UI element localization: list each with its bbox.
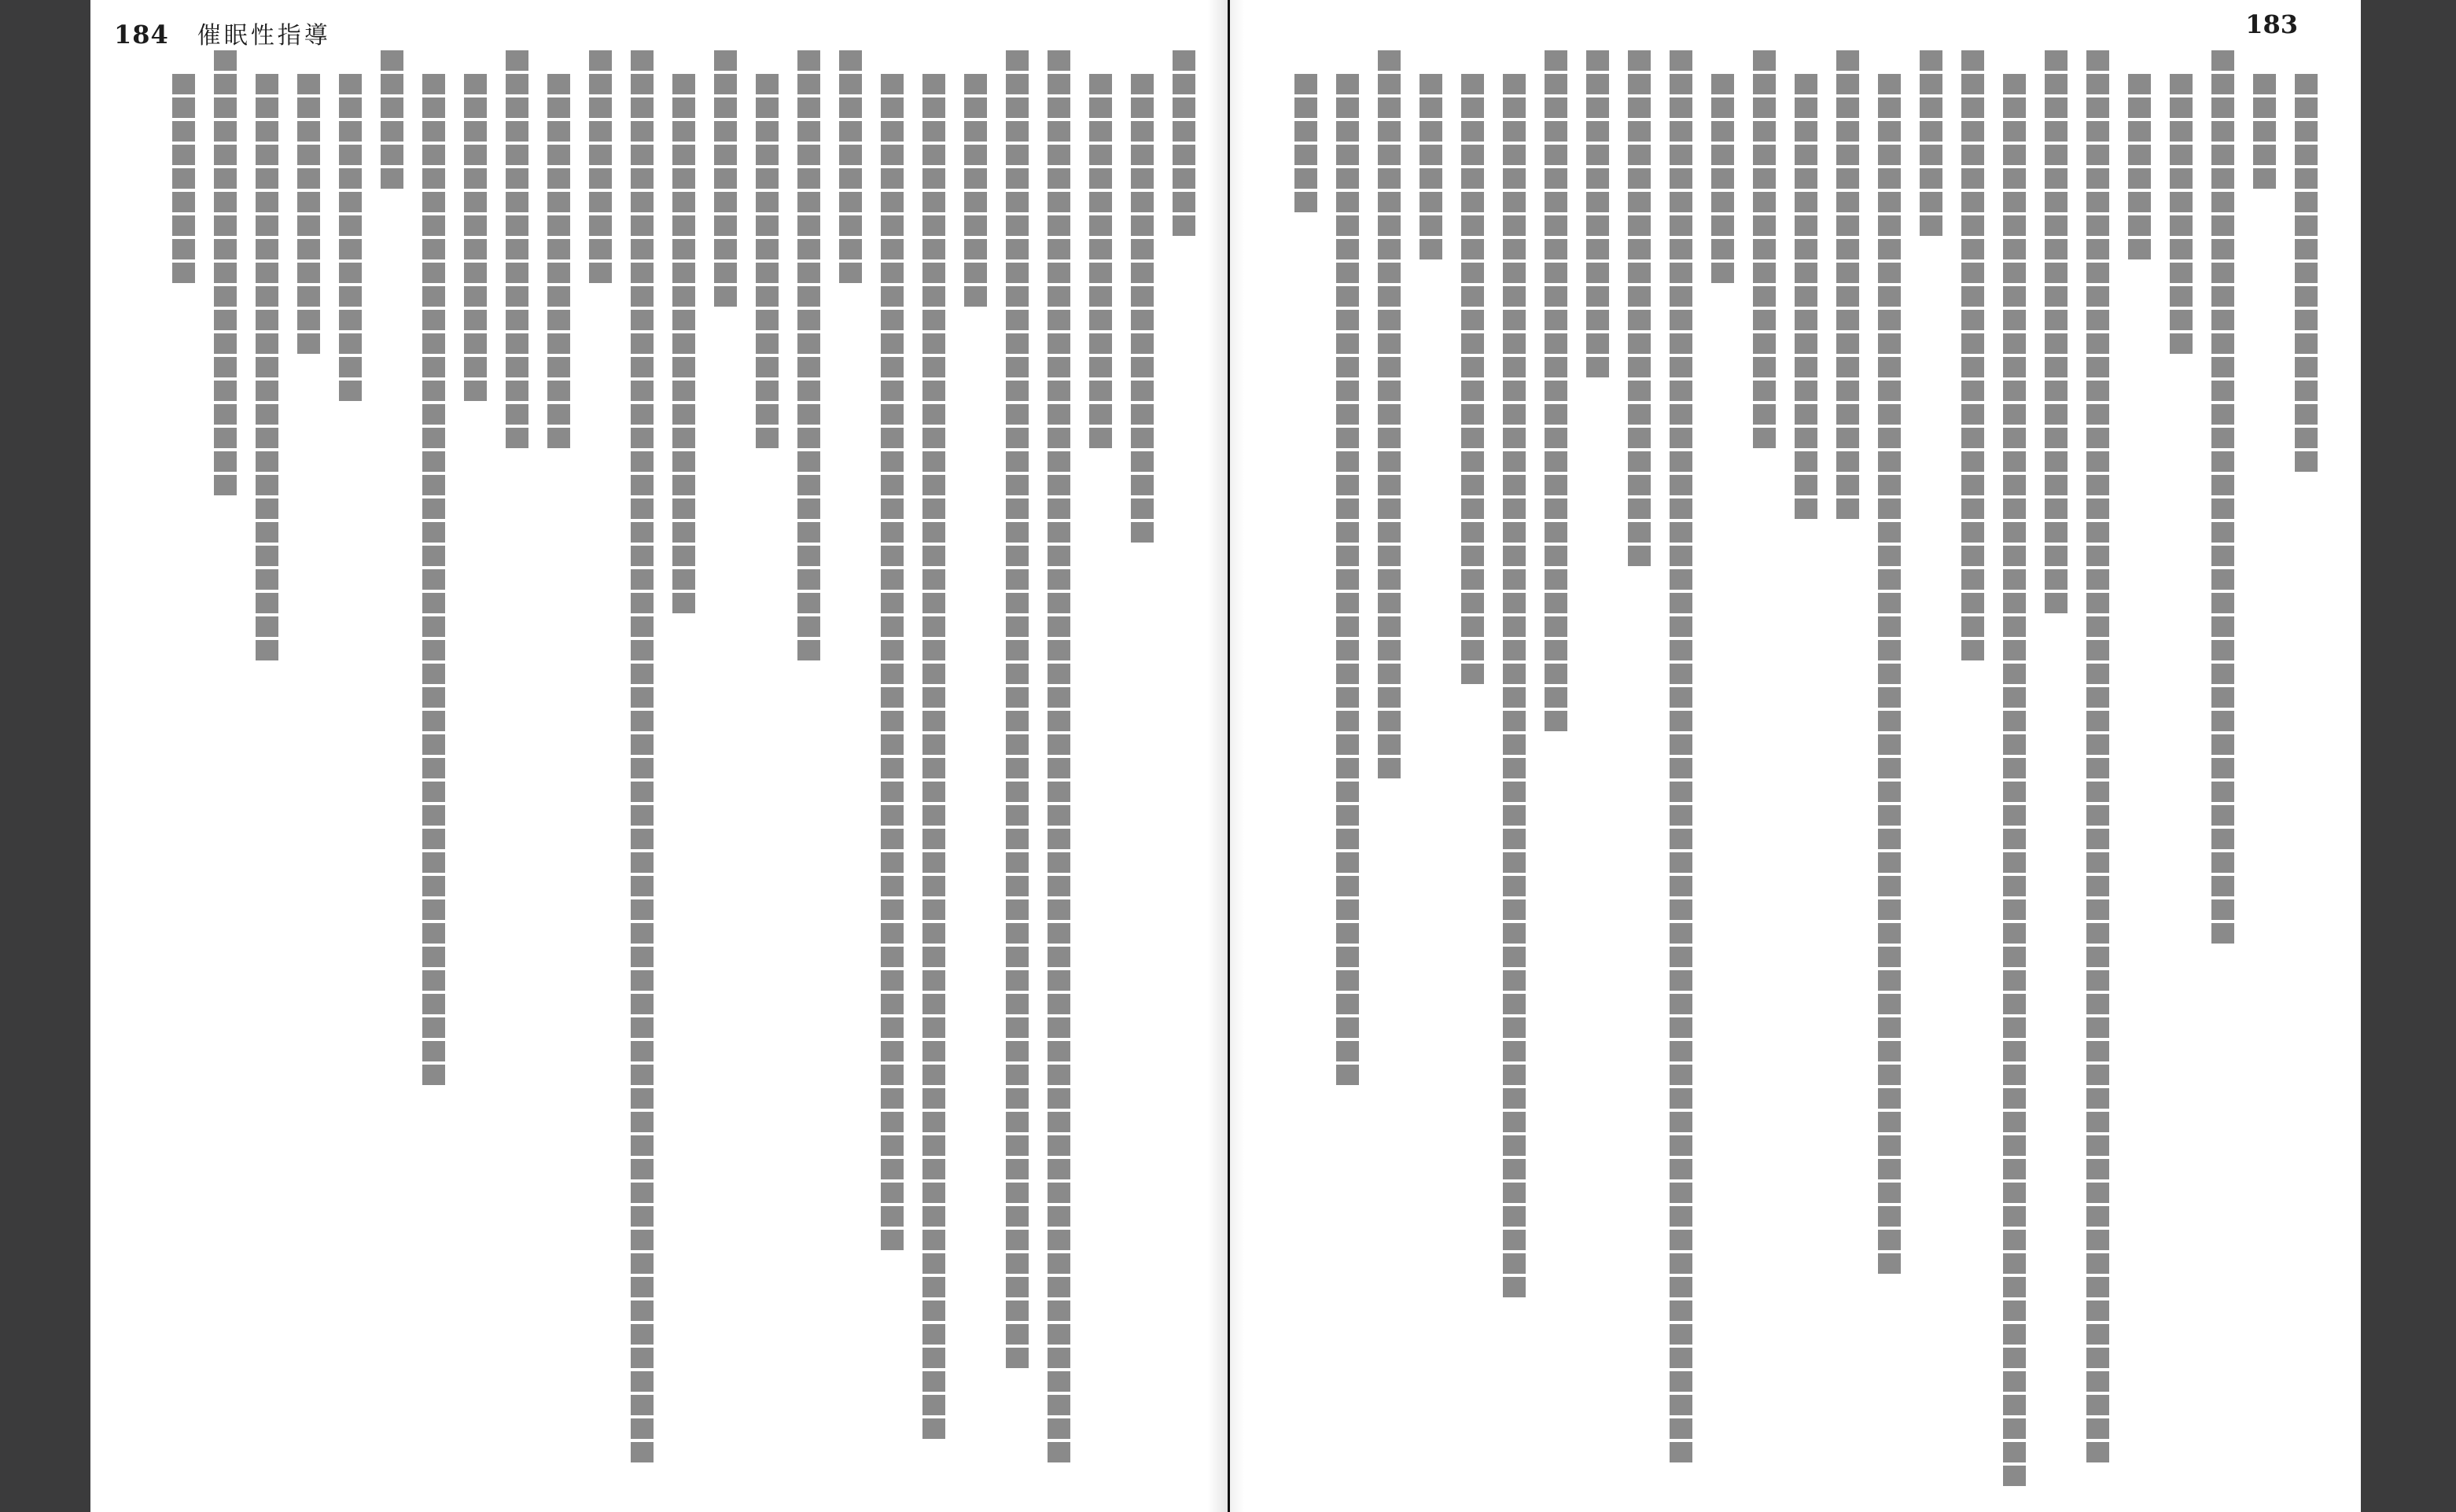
text-column bbox=[1006, 50, 1029, 1512]
text-column bbox=[881, 50, 904, 1512]
redacted-glyph-run bbox=[1048, 50, 1070, 1466]
redacted-glyph-run bbox=[2086, 50, 2109, 1466]
redacted-glyph-run bbox=[1006, 50, 1029, 1371]
redacted-glyph-run bbox=[2003, 74, 2026, 1489]
text-column bbox=[422, 50, 445, 1512]
text-column bbox=[1173, 50, 1195, 1512]
text-column bbox=[1711, 50, 1734, 1512]
redacted-glyph-run bbox=[1503, 74, 1526, 1300]
text-column bbox=[2086, 50, 2109, 1512]
redacted-glyph-run bbox=[1378, 50, 1401, 782]
text-column bbox=[1131, 50, 1154, 1512]
redacted-glyph-run bbox=[464, 74, 487, 404]
text-column bbox=[2045, 50, 2068, 1512]
text-column bbox=[1089, 50, 1112, 1512]
redacted-glyph-run bbox=[506, 50, 528, 451]
redacted-glyph-run bbox=[1753, 50, 1776, 451]
text-column bbox=[672, 50, 695, 1512]
running-title: 催眠性指導 bbox=[197, 22, 331, 50]
text-column bbox=[756, 50, 779, 1512]
text-column bbox=[1336, 50, 1359, 1512]
redacted-glyph-run bbox=[2128, 74, 2151, 263]
text-column bbox=[1378, 50, 1401, 1512]
redacted-glyph-run bbox=[1795, 74, 1817, 522]
redacted-glyph-run bbox=[1836, 50, 1859, 522]
redacted-glyph-run bbox=[1336, 74, 1359, 1088]
redacted-glyph-run bbox=[589, 50, 612, 286]
text-column bbox=[1920, 50, 1942, 1512]
redacted-glyph-run bbox=[631, 50, 654, 1466]
text-column bbox=[1628, 50, 1651, 1512]
text-column bbox=[1961, 50, 1984, 1512]
redacted-glyph-run bbox=[1419, 74, 1442, 263]
redacted-glyph-run bbox=[422, 74, 445, 1088]
text-column bbox=[1795, 50, 1817, 1512]
text-column bbox=[172, 50, 195, 1512]
text-column bbox=[797, 50, 820, 1512]
redacted-glyph-run bbox=[714, 50, 737, 310]
redacted-glyph-run bbox=[1089, 74, 1112, 451]
redacted-glyph-run bbox=[1545, 50, 1567, 734]
text-column bbox=[1048, 50, 1070, 1512]
redacted-glyph-run bbox=[1878, 74, 1901, 1277]
text-column bbox=[1503, 50, 1526, 1512]
redacted-glyph-run bbox=[1131, 74, 1154, 546]
redacted-glyph-run bbox=[922, 74, 945, 1442]
left-page-number: 184 bbox=[114, 20, 169, 50]
text-column bbox=[1461, 50, 1484, 1512]
redacted-glyph-run bbox=[1670, 50, 1692, 1466]
redacted-glyph-run bbox=[881, 74, 904, 1253]
left-page bbox=[90, 0, 1228, 1512]
right-page-number: 183 bbox=[2245, 9, 2298, 39]
redacted-glyph-run bbox=[2253, 74, 2276, 192]
text-column bbox=[214, 50, 237, 1512]
text-column bbox=[589, 50, 612, 1512]
right-page-text-area bbox=[1294, 50, 2318, 1512]
text-column bbox=[839, 50, 862, 1512]
redacted-glyph-run bbox=[547, 74, 570, 451]
text-column bbox=[2253, 50, 2276, 1512]
redacted-glyph-run bbox=[381, 50, 403, 192]
text-column bbox=[297, 50, 320, 1512]
text-column bbox=[1586, 50, 1609, 1512]
redacted-glyph-run bbox=[297, 74, 320, 357]
text-column bbox=[2211, 50, 2234, 1512]
redacted-glyph-run bbox=[339, 74, 362, 404]
text-column bbox=[1878, 50, 1901, 1512]
redacted-glyph-run bbox=[964, 74, 987, 310]
text-column bbox=[339, 50, 362, 1512]
redacted-glyph-run bbox=[756, 74, 779, 451]
redacted-glyph-run bbox=[2045, 50, 2068, 616]
text-column bbox=[464, 50, 487, 1512]
text-column bbox=[1545, 50, 1567, 1512]
text-column bbox=[1419, 50, 1442, 1512]
redacted-glyph-run bbox=[214, 50, 237, 498]
redacted-glyph-run bbox=[2295, 74, 2318, 475]
running-head bbox=[114, 16, 331, 50]
redacted-glyph-run bbox=[839, 50, 862, 286]
redacted-glyph-run bbox=[1586, 50, 1609, 381]
text-column bbox=[256, 50, 278, 1512]
redacted-glyph-run bbox=[672, 74, 695, 616]
redacted-glyph-run bbox=[2211, 50, 2234, 947]
text-column bbox=[381, 50, 403, 1512]
text-column bbox=[2128, 50, 2151, 1512]
redacted-glyph-run bbox=[1294, 74, 1317, 215]
redacted-glyph-run bbox=[1173, 50, 1195, 239]
text-column bbox=[2003, 50, 2026, 1512]
right-page bbox=[1230, 0, 2361, 1512]
text-column bbox=[631, 50, 654, 1512]
text-column bbox=[922, 50, 945, 1512]
left-page-text-area bbox=[172, 50, 1195, 1512]
text-column bbox=[2295, 50, 2318, 1512]
redacted-glyph-run bbox=[1628, 50, 1651, 569]
redacted-glyph-run bbox=[256, 74, 278, 664]
text-column bbox=[1294, 50, 1317, 1512]
redacted-glyph-run bbox=[2170, 74, 2193, 357]
redacted-glyph-run bbox=[1461, 74, 1484, 687]
redacted-glyph-run bbox=[1920, 50, 1942, 239]
text-column bbox=[1670, 50, 1692, 1512]
redacted-glyph-run bbox=[1961, 50, 1984, 664]
text-column bbox=[547, 50, 570, 1512]
text-column bbox=[1836, 50, 1859, 1512]
redacted-glyph-run bbox=[797, 50, 820, 664]
redacted-glyph-run bbox=[1711, 74, 1734, 286]
text-column bbox=[2170, 50, 2193, 1512]
text-column bbox=[714, 50, 737, 1512]
text-column bbox=[964, 50, 987, 1512]
redacted-glyph-run bbox=[172, 74, 195, 286]
text-column bbox=[506, 50, 528, 1512]
text-column bbox=[1753, 50, 1776, 1512]
